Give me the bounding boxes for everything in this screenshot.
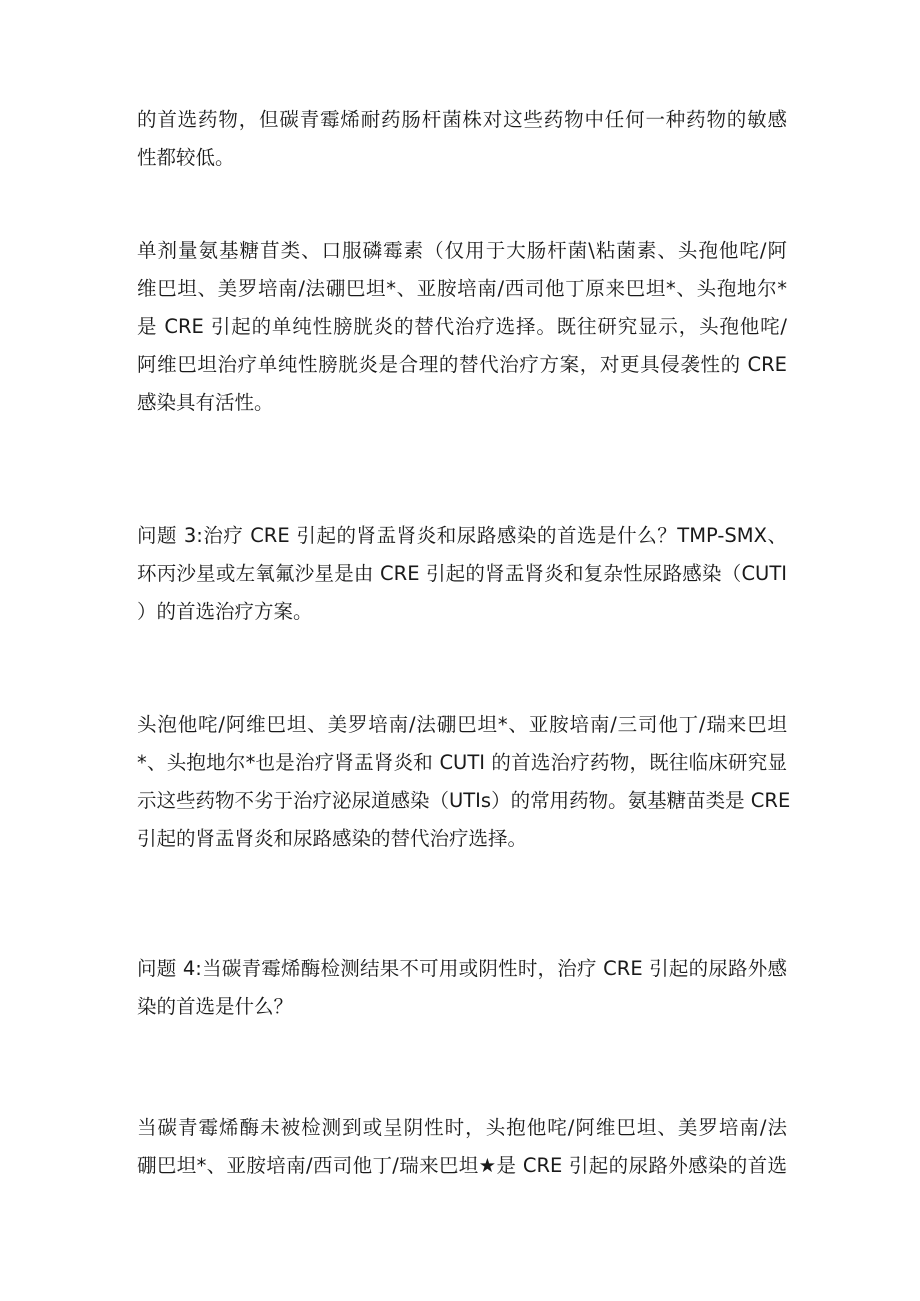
text-line: 示这些药物不劣于治疗泌尿道感染（UTIs）的常用药物。氨基糖苗类是 CRE xyxy=(137,789,791,812)
paragraph-2 xyxy=(137,232,787,422)
text-line: ）的首选治疗方案。 xyxy=(137,600,313,623)
text-line: 环丙沙星或左氧氟沙星是由 CRE 引起的肾盂肾炎和复杂性尿路感染（CUTI xyxy=(137,562,787,585)
text-line: 的首选药物，但碳青霉烯耐药肠杆菌株对这些药物中任何一种药物的敏感 xyxy=(137,108,787,131)
text-line: 当碳青霉烯酶未被检测到或呈阴性时，头抱他咤/阿维巴坦、美罗培南/法 xyxy=(137,1116,787,1139)
text-line: 头泡他咤/阿维巴坦、美罗培南/法硼巴坦*、亚胺培南/三司他丁/瑞来巴坦 xyxy=(137,713,787,736)
text-line: 引起的肾盂肾炎和尿路感染的替代治疗选择。 xyxy=(137,827,528,850)
paragraph-4 xyxy=(137,706,791,858)
paragraph-question-4 xyxy=(137,950,787,1026)
paragraph-question-3 xyxy=(137,517,787,631)
text-line: 是 CRE 引起的单纯性膀胱炎的替代治疗选择。既往研究显示，头孢他咤/ xyxy=(137,315,787,338)
text-line: 问题 4:当碳青霉烯酶检测结果不可用或阴性时，治疗 CRE 引起的尿路外感 xyxy=(137,957,787,980)
text-line: 维巴坦、美罗培南/法硼巴坦*、亚胺培南/西司他丁原来巴坦*、头孢地尔* xyxy=(137,277,787,300)
text-line: 阿维巴坦治疗单纯性膀胱炎是合理的替代治疗方案，对更具侵袭性的 CRE xyxy=(137,353,787,376)
text-line: 硼巴坦*、亚胺培南/西司他丁/瑞来巴坦★是 CRE 引起的尿路外感染的首选 xyxy=(137,1154,787,1177)
text-line: 性都较低。 xyxy=(137,146,235,169)
paragraph-6 xyxy=(137,1109,787,1185)
text-line: *、头抱地尔*也是治疗肾盂肾炎和 CUTI 的首选治疗药物，既往临床研究显 xyxy=(137,751,787,774)
text-line: 染的首选是什么？ xyxy=(137,995,294,1018)
text-line: 单剂量氨基糖苜类、口服磷霉素（仅用于大肠杆菌\粘菌素、头孢他咤/阿 xyxy=(137,239,787,262)
text-line: 感染具有活性。 xyxy=(137,391,274,414)
paragraph-1 xyxy=(137,101,787,177)
text-line: 问题 3:治疗 CRE 引起的肾盂肾炎和尿路感染的首选是什么？TMP-SMX、 xyxy=(137,524,787,547)
